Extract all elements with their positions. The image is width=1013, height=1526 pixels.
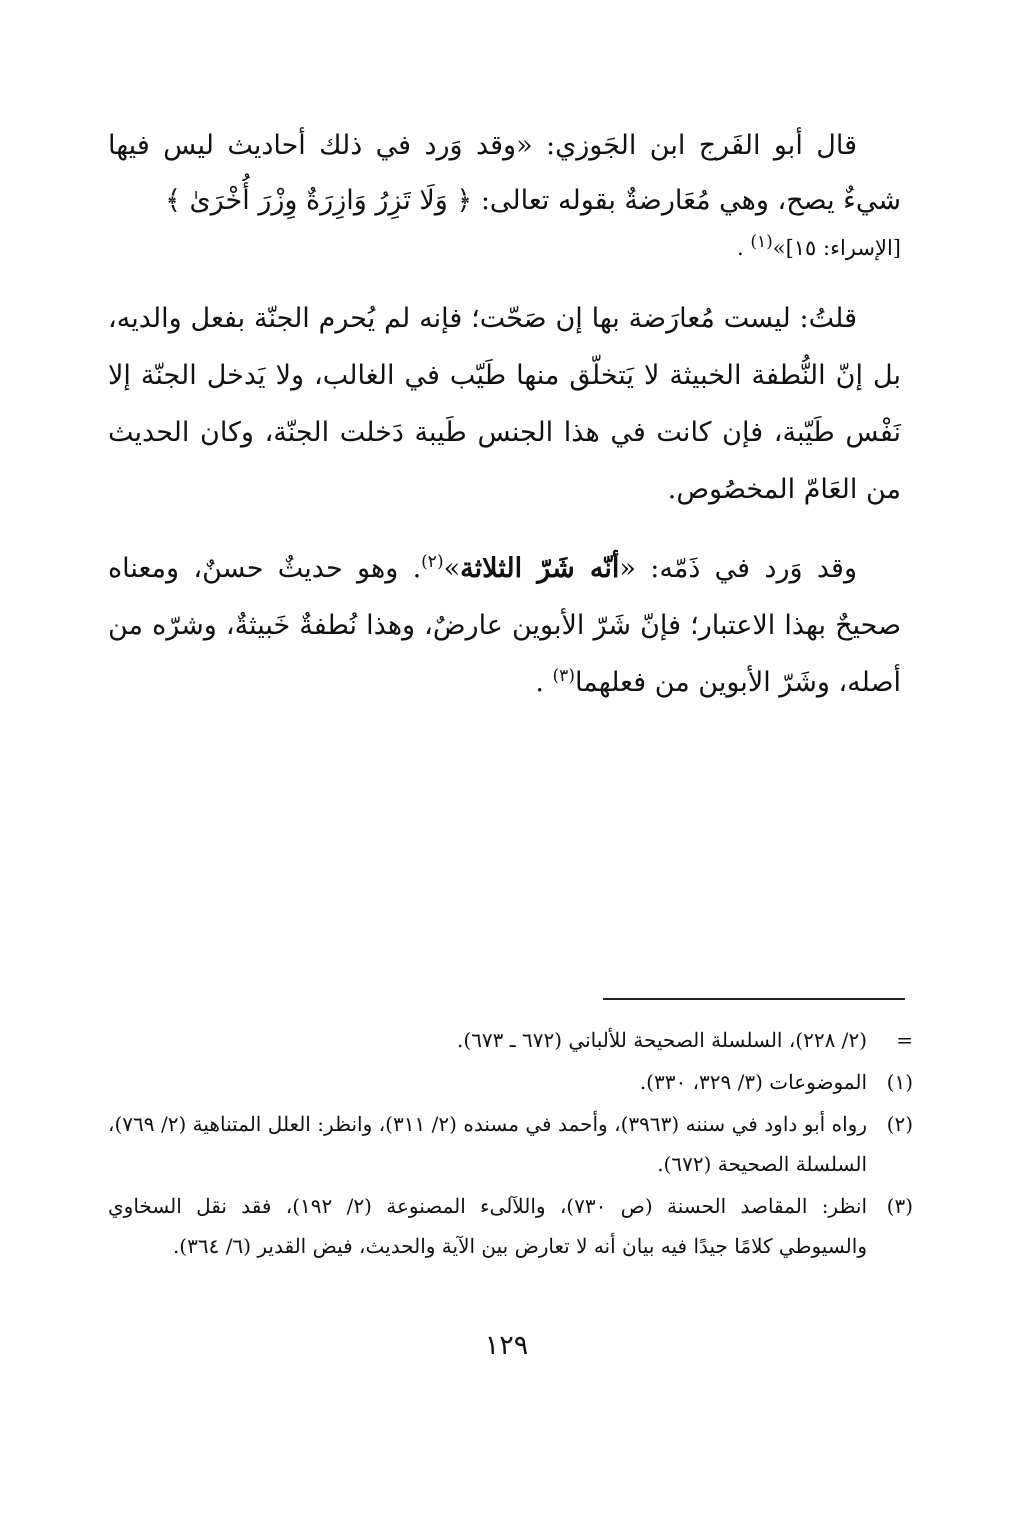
quran-reference-text: [الإسراء: ١٥]» [772,236,901,260]
paragraph-1 [108,118,901,268]
paragraph-3-before: وقد وَرد في ذَمّه: « [619,553,857,584]
page-number: ١٢٩ [484,1330,529,1361]
footnote-marker-1[interactable]: (١) [750,232,773,252]
footnote-number: (٣) [886,1194,913,1218]
footnote-continued [108,1020,913,1060]
footnote-marker-2[interactable]: (٢) [421,552,444,572]
quote-close: » [443,553,461,584]
quran-reference [108,228,901,268]
footnote-separator [603,998,905,1000]
hadith-quote: أنّه شَرّ الثلاثة [460,553,620,584]
paragraph-1-text: قال أبو الفَرج ابن الجَوزي: «وقد وَرد في ذلك أحاديث ليس فيها شيءٌ يصح، وهي مُعَارضةٌ بقوله تعالى: ﴿ وَلَا تَزِرُ وَازِرَةٌ وِزْرَ أُخْرَىٰ ﴾ [108,130,901,216]
footnote-text: انظر: المقاصد الحسنة (ص ٧٣٠)، واللآلىء المصنوعة (٢/ ١٩٢)، فقد نقل السخاوي والسيوطي كلامًا جيدًا فيه بيان أنه لا تعارض بين الآية والحديث، فيض القدير (٦/ ٣٦٤). [108,1194,867,1258]
paragraph-1-end: . [736,236,744,260]
footnote-text: الموضوعات (٣/ ٣٢٩، ٣٣٠). [639,1070,867,1094]
paragraph-3-end: . [535,667,544,698]
paragraph-3-middle: . وهو حديثٌ حسنٌ، ومعناه صحيحٌ بهذا الاعتبار؛ فإنّ شَرّ الأبوين عارضٌ، وهذا نُطفةٌ خَبيثةٌ، وشرّه من أصله، وشَرّ الأبوين من فعلهما [108,553,901,698]
footnotes [108,1020,913,1268]
footnote-number: (٢) [886,1112,913,1136]
footnote-3 [108,1186,913,1266]
footnote-marker-3[interactable]: (٣) [552,666,575,686]
paragraph-2 [108,290,901,518]
footnote-2 [108,1104,913,1184]
paragraph-2-text: قلتُ: ليست مُعارَضة بها إن صَحّت؛ فإنه لم يُحرم الجنّة بفعل والديه، بل إنّ النُّطفة الخبيثة لا يَتخلّق منها طَيّب في الغالب، ولا يَدخل الجنّة إلا نَفْس طَيّبة، فإن كانت في هذا الجنس طَيبة دَخلت الجنّة، وكان الحديث من العَامّ المخصُوص. [108,303,901,505]
footnote-text: رواه أبو داود في سننه (٣٩٦٣)، وأحمد في مسنده (٢/ ٣١١)، وانظر: العلل المتناهية (٢/ ٧٦٩)، السلسلة الصحيحة (٦٧٢). [108,1112,867,1176]
footnote-1 [108,1062,913,1102]
footnote-number: (١) [886,1070,913,1094]
paragraph-3 [108,540,901,711]
main-text [108,118,901,733]
footnote-text: (٢/ ٢٢٨)، السلسلة الصحيحة للألباني (٦٧٢ ـ ٦٧٣). [457,1028,867,1052]
footnote-number: = [896,1028,913,1052]
